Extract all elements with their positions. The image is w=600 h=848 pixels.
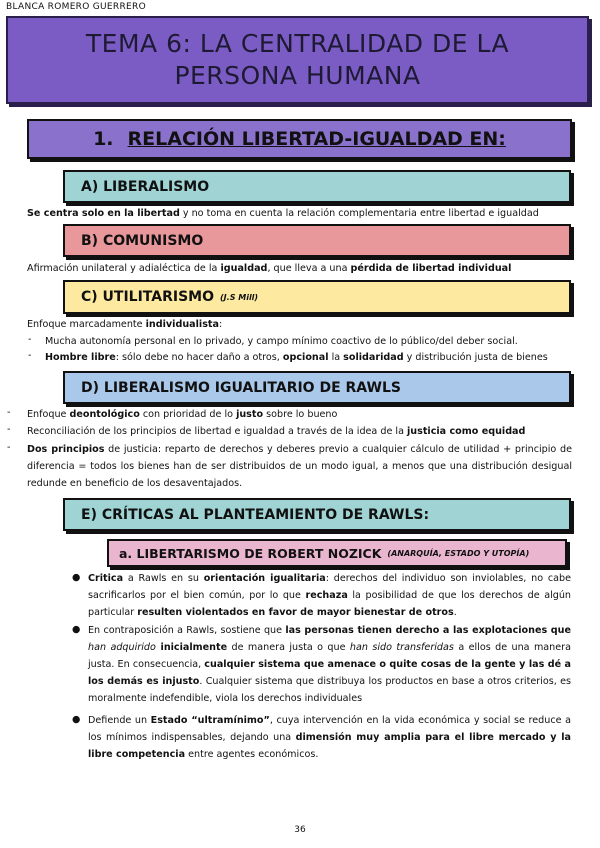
dash-bullet: - <box>7 407 11 418</box>
text-span: entre agentes económicos. <box>185 749 319 760</box>
dot-bullet: ● <box>72 572 81 583</box>
text-span: , cuya intervención en la vida económica y social se reduce a los mínimos indispensables, dejando una <box>88 715 571 743</box>
text-span: y no toma en cuenta la relación complementaria entre libertad e igualdad <box>179 208 539 219</box>
italic-span: han sido transferidas <box>349 642 454 653</box>
text-span: con prioridad de lo <box>139 409 237 420</box>
bold-span: solidaridad <box>343 352 404 363</box>
text-span: En contraposición a Rawls, sostiene que <box>88 625 286 636</box>
bold-span: individualista <box>145 319 219 330</box>
bold-span: Se centra solo en la libertad <box>27 208 180 219</box>
italic-span: han adquirido <box>88 642 156 653</box>
dash-bullet: - <box>7 442 11 453</box>
bold-span: deontológico <box>69 409 140 420</box>
comunismo-text <box>27 261 511 277</box>
bold-span: pérdida de libertad individual <box>350 263 512 274</box>
text-span: . Cualquier sistema que distribuya los productos en base a otros criterios, es moralmente indefendible, viola los derechos individuales <box>88 676 571 704</box>
author-name: BLANCA ROMERO GUERRERO <box>6 2 146 12</box>
nozick-heading <box>107 539 567 567</box>
nozick-heading-note: (ANARQUÍA, ESTADO Y UTOPÍA) <box>387 548 530 558</box>
text-span: : <box>218 319 223 330</box>
bold-span: opcional <box>282 352 329 363</box>
document-title: TEMA 6: LA CENTRALIDAD DE LA PERSONA HUMANA <box>85 29 510 90</box>
text-span: y distribución justa de bienes <box>403 352 548 363</box>
text-span: de justicia: reparto de derechos y deberes previo a cualquier cálculo de utilidad + principio de diferencia = todos los bienes han de ser distribuidos de un modo igual, a menos que una distribución desigual redunde en beneficio de los desaventajados. <box>27 444 572 489</box>
bold-span: cualquier sistema que amenace o quite cosas de la gente y las dé a los demás es injusto <box>88 659 571 687</box>
text-span: Defiende un <box>88 715 151 726</box>
bold-span: rechaza <box>305 590 348 601</box>
text-span: Reconciliación de los principios de libertad e igualdad a través de la idea de la <box>27 426 407 437</box>
text-span: , que lleva a una <box>267 263 351 274</box>
bold-span: Dos principios <box>27 444 105 455</box>
rawls-heading <box>63 371 571 404</box>
utilitarismo-heading-note: (J.S Mill) <box>220 292 259 302</box>
text-span: la posibilidad de que los derechos de algún particular <box>88 590 571 618</box>
text-span: de manera justa o que <box>227 642 350 653</box>
section-heading-1 <box>27 119 572 159</box>
dot-bullet: ● <box>72 624 81 635</box>
liberalismo-heading-text: A) LIBERALISMO <box>81 178 210 195</box>
rawls-bullet-3 <box>27 441 572 492</box>
text-span: a Rawls en su <box>123 573 204 584</box>
nozick-heading-text: a. LIBERTARISMO DE ROBERT NOZICK <box>119 545 382 561</box>
utilitarismo-heading <box>63 280 571 314</box>
bold-span: igualdad <box>220 263 268 274</box>
text-span: : sólo debe no hacer daño a otros, <box>115 352 283 363</box>
dash-bullet: - <box>28 350 32 361</box>
bold-span: dimensión muy amplia para el libre mercado y la libre competencia <box>88 732 571 760</box>
dot-bullet: ● <box>72 714 81 725</box>
bold-span: justicia como equidad <box>407 426 526 437</box>
text-span: Enfoque <box>27 409 70 420</box>
criticas-heading <box>63 498 571 531</box>
nozick-point-3 <box>88 712 571 763</box>
bold-span: Hombre libre <box>45 352 116 363</box>
section-number: 1. <box>93 128 114 150</box>
bold-span: orientación igualitaria <box>203 573 326 584</box>
text-span: . <box>453 607 457 618</box>
utilitarismo-intro <box>27 317 222 333</box>
document-title-box <box>6 16 589 104</box>
text-span: : derechos del individuo son inviolables, no cabe sacrificarlos por el bien común, por lo que <box>88 573 571 601</box>
utilitarismo-heading-text: C) UTILITARISMO <box>81 289 215 305</box>
bold-span: Estado “ultramínimo” <box>150 715 270 726</box>
comunismo-heading-text: B) COMUNISMO <box>81 232 204 249</box>
dash-bullet: - <box>7 424 11 435</box>
bold-span: resulten violentados en favor de mayor bienestar de otros <box>137 607 454 618</box>
page-number: 36 <box>294 825 306 835</box>
text-span: sobre lo bueno <box>263 409 338 420</box>
dash-bullet: - <box>28 334 32 345</box>
nozick-point-1 <box>88 570 571 621</box>
text-span: Afirmación unilateral y adialéctica de la <box>27 263 221 274</box>
utilitarismo-bullet-1: Mucha autonomía personal en lo privado, y campo mínimo coactivo de lo público/del deber social. <box>45 336 518 347</box>
criticas-heading-text: E) CRÍTICAS AL PLANTEAMIENTO DE RAWLS: <box>81 506 430 523</box>
bold-span: Critica <box>88 573 124 584</box>
liberalismo-heading <box>63 170 571 203</box>
bold-span: inicialmente <box>155 642 228 653</box>
rawls-bullet-2 <box>27 424 525 440</box>
rawls-heading-text: D) LIBERALISMO IGUALITARIO DE RAWLS <box>81 379 401 396</box>
nozick-point-2 <box>88 622 571 707</box>
utilitarismo-bullet-2 <box>45 350 548 366</box>
text-span: Enfoque marcadamente <box>27 319 146 330</box>
bold-span: justo <box>236 409 264 420</box>
text-span: la <box>328 352 344 363</box>
bold-span: las personas tienen derecho a las explotaciones que <box>285 625 571 636</box>
section-title: RELACIÓN LIBERTAD-IGUALDAD EN: <box>127 128 506 150</box>
comunismo-heading <box>63 224 571 257</box>
text-span: a ellos de una manera justa. En consecuencia, <box>88 642 571 670</box>
liberalismo-text <box>27 206 539 222</box>
rawls-bullet-1 <box>27 407 337 423</box>
